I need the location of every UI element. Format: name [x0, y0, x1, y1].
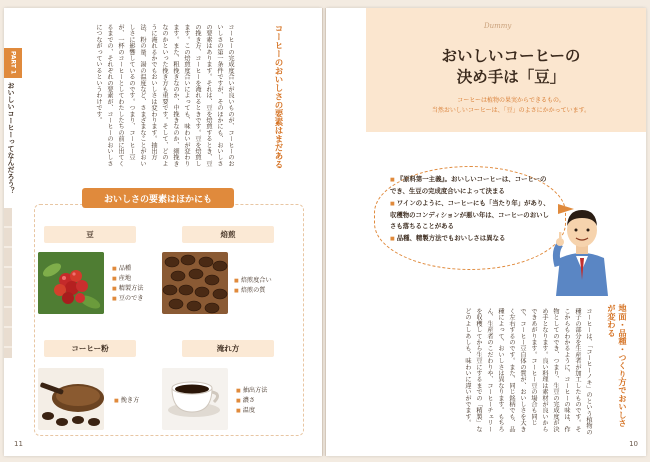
list-item: ■ 挽き方 [114, 396, 139, 406]
part-label: PART 1 [4, 48, 22, 78]
bubble-item: ■ ワインのように、コーヒーにも「当たり年」があり、収穫物のコンディションが悪い年は、コーヒーのおいしさも落ちることがある [390, 198, 550, 232]
page-number: 11 [14, 440, 23, 448]
card-list-beans [112, 264, 143, 304]
bubble-list [390, 174, 550, 246]
page-title-line1: おいしいコーヒーの [441, 47, 581, 65]
body-text: コーヒーの完成度合いが良いものが、コーヒーのおいしさの第一条件ですが、そのほかにも、おいしさの要素はあります。それは、豆を焙煎するとき、豆の挽き方、コーヒーを淹れるときです。豆を焙煎します。この焙煎度合いによっても、味わいが変わります。また、粗挽きなのか、中挽きなのか、細挽きなのかといった挽き方も重要です。そして、どのように淹れるかでもおいしさは変わります。抽出方法、粉の量、湯の温度など、さまざまなことがおいしさに影響しているのです。つまり、コーヒー豆が、一杯のコーヒーとしてわたしたちの前に出てくるまでの、それぞれの要素が、コーヒーのおいしさにつながっているというわけです。 [95, 24, 234, 167]
ground-coffee-image [38, 368, 104, 430]
page-number: 10 [629, 440, 638, 448]
list-item: ■ 精製方法 [112, 284, 143, 294]
list-item: ■ 品種 [112, 264, 143, 274]
section-heading: 地面・品種・つくり方でおいしさが変わる [607, 304, 628, 427]
card-label-beans: 豆 [44, 226, 136, 243]
card-label-brew: 淹れ方 [182, 340, 274, 357]
side-rail [4, 208, 12, 358]
list-item: ■ 濃さ [236, 396, 267, 406]
list-item: ■ 産地 [112, 274, 143, 284]
body-text: コーヒーは、「コーヒーノキ」のという植物の種子の部分を生産者が加工したものです。そこからもわかるように、コーヒーの味は、作物としてのでき、つまり、生豆の完成度が決め手となります。良い料理は素材が良いからできあがります。コーヒー豆の場合も同じで、コーヒー豆自体の質が、おいしさを大きく左右するのです。また、同じ銘柄でも、品種によって、おいしさは異なります。もちろん、生産者のこだわりや、コーヒーチェリーを収穫してから生豆にするまでの「精製」などのよしあしも、味わいに違いがでます。 [464, 308, 592, 436]
coffee-cherry-image [38, 252, 104, 314]
list-item: ■ 抽出方法 [236, 386, 267, 396]
dummy-label: Dummy [484, 22, 512, 30]
subtitle-line2: 当然おいしいコーヒーは、「豆」のよさにかかっています。 [431, 107, 591, 114]
card-label-roast: 焙煎 [182, 226, 274, 243]
right-page [326, 8, 646, 456]
factor-banner: おいしさの要素はほかにも [82, 188, 234, 208]
page-title-line2: 決め手は「豆」 [456, 68, 566, 86]
left-page [4, 8, 322, 456]
coffee-cup-image [162, 368, 228, 430]
card-label-grounds: コーヒー粉 [44, 340, 136, 357]
bubble-item: ■ 『原料第一主義』。おいしいコーヒーは、コーヒーのでき、生豆の完成度合いによって決まる [390, 174, 550, 197]
roasted-beans-image [162, 252, 228, 314]
section-heading: コーヒーのおいしさの要素はまだある [273, 24, 283, 169]
businessman-illustration [550, 196, 614, 296]
subtitle-line1: コーヒーは植物の果実からできるもの。 [457, 97, 565, 104]
bubble-item: ■ 品種、精製方法でもおいしさは異なる [390, 233, 550, 245]
list-item: ■ 豆のでき [112, 294, 143, 304]
title-box [366, 8, 646, 132]
list-item: ■ 温度 [236, 406, 267, 416]
list-item: ■ 焙煎度合い [234, 276, 272, 286]
side-question: おいしいコーヒーってなんだろう？ [7, 82, 15, 194]
card-list-grounds [114, 396, 139, 406]
card-list-roast [234, 276, 272, 296]
list-item: ■ 焙煎の質 [234, 286, 272, 296]
side-tab [4, 48, 22, 198]
card-list-brew [236, 386, 267, 416]
